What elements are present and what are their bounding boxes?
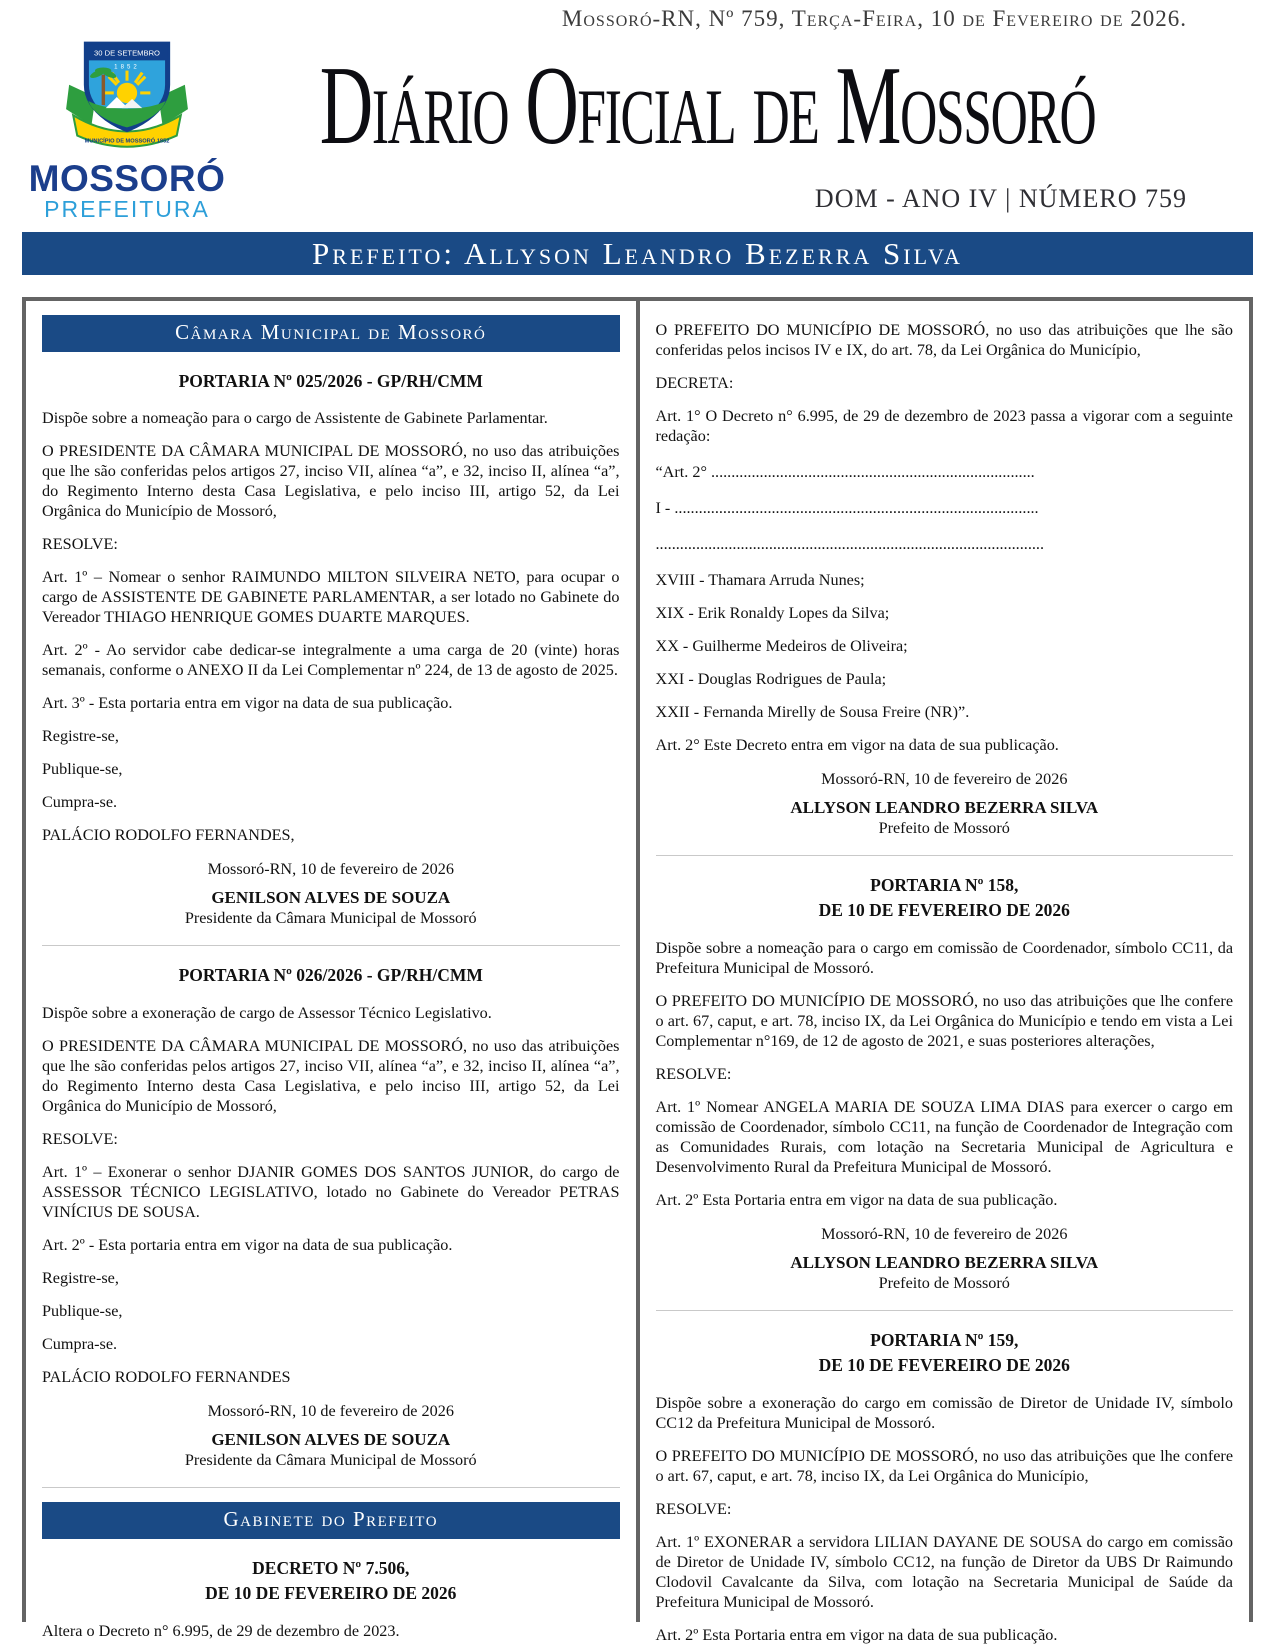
paragraph: PALÁCIO RODOLFO FERNANDES xyxy=(42,1367,291,1386)
prefect-banner: Prefeito: Allyson Leandro Bezerra Silva xyxy=(22,232,1253,275)
document-divider xyxy=(42,1487,620,1488)
paragraph: Registre-se, xyxy=(42,727,119,746)
dotted-line: I - .......................................................................................... xyxy=(655,499,1039,517)
signatory-name: GENILSON ALVES DE SOUZA xyxy=(211,888,451,908)
paragraph: O PREFEITO DO MUNICÍPIO DE MOSSORÓ, no uso das atribuições que lhe confere o art. 67, caput, e art. 78, inciso IX, da Lei Orgânica do Município e tendo em vista a Lei Complementar n°169, de 12 de agosto de 2021, e suas posteriores alterações, xyxy=(655,991,1233,1050)
masthead xyxy=(228,30,1188,182)
crest-year: 1852 xyxy=(114,63,140,71)
mossoro-crest-logo xyxy=(61,40,193,158)
dateline: Mossoró-RN, Nº 759, Terça-Feira, 10 de Fevereiro de 2026. xyxy=(561,6,1187,31)
paragraph: XVIII - Thamara Arruda Nunes; xyxy=(655,571,865,589)
paragraph: Art. 1° O Decreto n° 6.995, de 29 de dezembro de 2023 passa a vigorar com a seguinte redação: xyxy=(655,407,1233,445)
document-title: DECRETO Nº 7.506, DE 10 DE FEVEREIRO DE 2026 xyxy=(205,1557,457,1604)
crest-ribbon-text: MUNICÍPIO DE MOSSORÓ 1852 xyxy=(84,138,170,145)
masthead-title: Diário Oficial de Mossoró xyxy=(320,44,1096,168)
paragraph: Dispõe sobre a nomeação para o cargo em comissão de Coordenador, símbolo CC11, da Prefeitura Municipal de Mossoró. xyxy=(655,938,1233,977)
paragraph: DECRETA: xyxy=(655,374,734,392)
dotted-line: “Art. 2° ................................................................................ xyxy=(655,463,1035,481)
paragraph: Dispõe sobre a exoneração do cargo em comissão de Diretor de Unidade IV, símbolo CC12 da Prefeitura Municipal de Mossoró. xyxy=(655,1393,1233,1432)
paragraph: XXII - Fernanda Mirelly de Sousa Freire (NR)”. xyxy=(655,703,970,721)
paragraph: Art. 1º – Exonerar o senhor DJANIR GOMES DOS SANTOS JUNIOR, do cargo de ASSESSOR TÉCNICO LEGISLATIVO, lotado no Gabinete do Vereador PETRAS VINÍCIUS DE SOUSA. xyxy=(42,1162,620,1221)
document-title: PORTARIA Nº 026/2026 - GP/RH/CMM xyxy=(178,965,483,986)
paragraph: XXI - Douglas Rodrigues de Paula; xyxy=(655,670,887,688)
section-header: Câmara Municipal de Mossoró xyxy=(42,315,620,352)
crest-motto: 30 DE SETEMBRO xyxy=(94,48,160,58)
document-divider xyxy=(42,945,620,946)
masthead-logo xyxy=(26,40,228,221)
signatory-role: Prefeito de Mossoró xyxy=(878,1273,1010,1292)
paragraph: Art. 1º – Nomear o senhor RAIMUNDO MILTON SILVEIRA NETO, para ocupar o cargo de ASSISTENTE DE GABINETE PARLAMENTAR, a ser lotado no Gabinete do Vereador THIAGO HENRIQUE GOMES DUARTE MARQUES. xyxy=(42,568,620,627)
paragraph: RESOLVE: xyxy=(42,1129,118,1148)
paragraph: Art. 2° Este Decreto entra em vigor na data de sua publicação. xyxy=(655,736,1059,754)
paragraph: Art. 1º EXONERAR a servidora LILIAN DAYANE DE SOUSA do cargo em comissão de Diretor de Unidade IV, símbolo CC12, na função de Diretor da UBS Dr Raimundo Clodovil Cavalcante da Silva, com lotação na Secretaria Municipal de Saúde da Prefeitura Municipal de Mossoró. xyxy=(655,1532,1233,1611)
paragraph: Art. 2º Esta Portaria entra em vigor na data de sua publicação. xyxy=(655,1190,1058,1209)
paragraph: Cumpra-se. xyxy=(42,1334,118,1353)
paragraph: RESOLVE: xyxy=(655,1064,732,1083)
signatory-role: Presidente da Câmara Municipal de Mossoró xyxy=(184,909,477,928)
signatory-name: ALLYSON LEANDRO BEZERRA SILVA xyxy=(790,1252,1099,1272)
signatory-name: GENILSON ALVES DE SOUZA xyxy=(211,1429,451,1449)
paragraph: XX - Guilherme Medeiros de Oliveira; xyxy=(655,637,908,655)
crest-palm-trunk xyxy=(102,75,105,105)
paragraph: Art. 2º - Esta portaria entra em vigor na data de sua publicação. xyxy=(42,1235,453,1254)
paragraph: Publique-se, xyxy=(42,760,123,779)
paragraph: O PREFEITO DO MUNICÍPIO DE MOSSORÓ, no uso das atribuições que lhe confere o art. 67, caput, e art. 78, inciso IX, da Lei Orgânica do Município, xyxy=(655,1446,1233,1485)
paragraph: O PRESIDENTE DA CÂMARA MUNICIPAL DE MOSSORÓ, no uso das atribuições que lhe são conferidas pelos artigos 27, inciso VII, alínea “a”, e 32, inciso II, alínea “a”, do Regimento Interno desta Casa Legislativa, e pelo inciso III, artigo 52, da Lei Orgânica do Município de Mossoró, xyxy=(42,442,620,521)
document-title: PORTARIA Nº 159, DE 10 DE FEVEREIRO DE 2026 xyxy=(818,1329,1070,1376)
signature-date: Mossoró-RN, 10 de fevereiro de 2026 xyxy=(207,1401,454,1420)
content-frame xyxy=(22,297,1253,1644)
paragraph: XIX - Erik Ronaldy Lopes da Silva; xyxy=(655,604,890,622)
paragraph: Registre-se, xyxy=(42,1268,119,1287)
document-title: PORTARIA Nº 158, DE 10 DE FEVEREIRO DE 2026 xyxy=(818,875,1070,921)
paragraph: Altera o Decreto n° 6.995, de 29 de dezembro de 2023. xyxy=(42,1621,400,1640)
document-divider xyxy=(656,1310,1234,1311)
signatory-role: Presidente da Câmara Municipal de Mossoró xyxy=(184,1450,477,1469)
paragraph: Art. 3º - Esta portaria entra em vigor na data de sua publicação. xyxy=(42,694,453,713)
section-header: Gabinete do Prefeito xyxy=(42,1502,620,1539)
signatory-role: Prefeito de Mossoró xyxy=(878,819,1010,837)
edition-line: DOM - ANO IV | NÚMERO 759 xyxy=(814,184,1187,213)
paragraph: Dispõe sobre a exoneração de cargo de Assessor Técnico Legislativo. xyxy=(42,1003,492,1022)
signature-date: Mossoró-RN, 10 de fevereiro de 2026 xyxy=(207,860,454,879)
paragraph: Art. 2º Esta Portaria entra em vigor na data de sua publicação. xyxy=(655,1625,1058,1644)
signature-date: Mossoró-RN, 10 de fevereiro de 2026 xyxy=(821,1224,1068,1243)
paragraph: Dispõe sobre a nomeação para o cargo de Assistente de Gabinete Parlamentar. xyxy=(42,409,548,428)
paragraph: RESOLVE: xyxy=(42,535,118,554)
logo-subtitle: PREFEITURA xyxy=(44,196,210,222)
paragraph: Publique-se, xyxy=(42,1301,123,1320)
paragraph: PALÁCIO RODOLFO FERNANDES, xyxy=(42,826,295,845)
paragraph: RESOLVE: xyxy=(655,1499,732,1518)
paragraph: O PREFEITO DO MUNICÍPIO DE MOSSORÓ, no uso das atribuições que lhe são conferidas pelos incisos IV e IX, do art. 78, da Lei Orgânica do Município, xyxy=(655,321,1233,359)
right-column xyxy=(640,301,1250,1644)
paragraph: Art. 1º Nomear ANGELA MARIA DE SOUZA LIMA DIAS para exercer o cargo em comissão de Coordenador, símbolo CC11, na função de Coordenador de Integração com as Comunidades Rurais, com lotação na Secretaria Municipal de Agricultura e Desenvolvimento Rural da Prefeitura Municipal de Mossoró. xyxy=(655,1097,1233,1176)
paragraph: Cumpra-se. xyxy=(42,793,118,812)
document-divider xyxy=(656,855,1234,856)
dotted-line: ................................................................................................ xyxy=(655,535,1044,553)
logo-name: MOSSORÓ xyxy=(28,158,226,199)
paragraph: Art. 2º - Ao servidor cabe dedicar-se integralmente a uma carga de 20 (vinte) horas semanais, conforme o ANEXO II da Lei Complementar nº 224, de 13 de agosto de 2025. xyxy=(42,641,620,680)
signature-date: Mossoró-RN, 10 de fevereiro de 2026 xyxy=(821,770,1068,788)
paragraph: O PRESIDENTE DA CÂMARA MUNICIPAL DE MOSSORÓ, no uso das atribuições que lhe são conferidas pelos artigos 27, inciso VII, alínea “a”, e 32, inciso II, alínea “a”, do Regimento Interno desta Casa Legislativa, e pelo inciso III, artigo 52, da Lei Orgânica do Município de Mossoró, xyxy=(42,1036,620,1115)
left-column xyxy=(26,301,636,1640)
signatory-name: ALLYSON LEANDRO BEZERRA SILVA xyxy=(790,798,1099,817)
document-title: PORTARIA Nº 025/2026 - GP/RH/CMM xyxy=(178,371,483,391)
